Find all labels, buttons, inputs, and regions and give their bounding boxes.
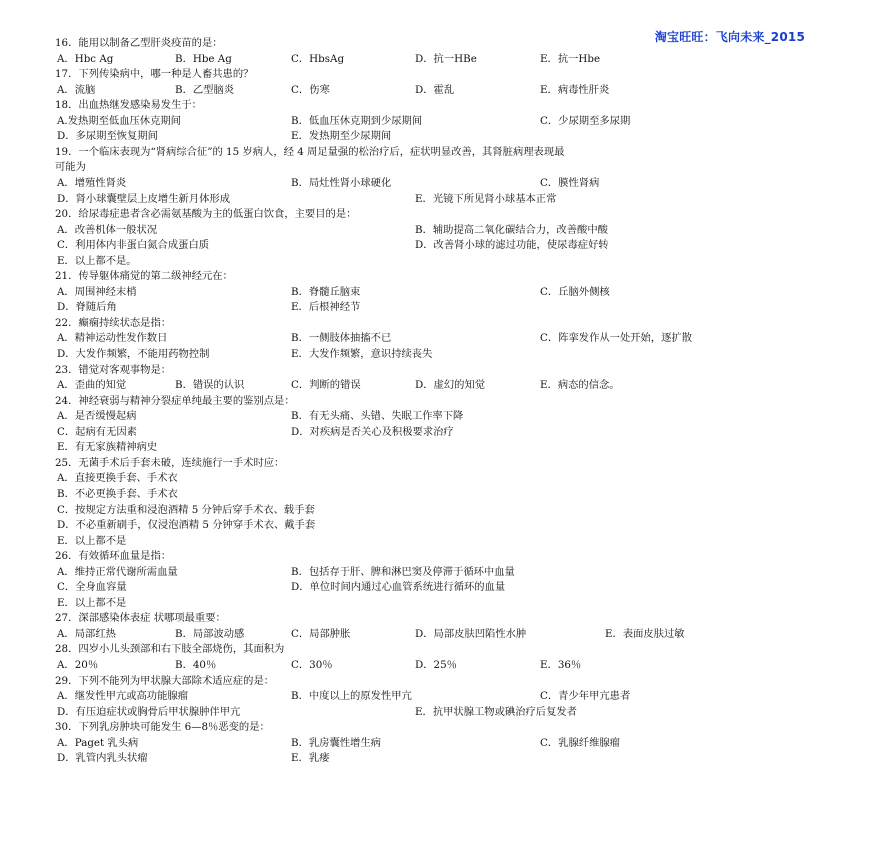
- option-text: B．一侧肢体抽搐不已: [291, 332, 392, 345]
- option-text: A．继发性甲亢或高功能腺瘤: [57, 690, 188, 703]
- option-text: A．改善机体一般状况: [57, 223, 158, 236]
- question-text: 21．传导躯体痛觉的第二级神经元在：: [55, 270, 233, 283]
- question-text: 26．有效循环血量是指：: [55, 550, 172, 563]
- question-text: 17．下列传染病中，哪一种是人畜共患的？: [55, 68, 254, 81]
- option-text: E．病态的信念。: [540, 379, 620, 392]
- option-text: C．丘脑外侧核: [540, 285, 610, 298]
- option-text: D．虚幻的知觉: [415, 379, 486, 392]
- option-text: B．乙型脑炎: [175, 83, 235, 96]
- question-text: 30．下列乳房肿块可能发生 6—8％恶变的是：: [55, 721, 270, 734]
- option-text: A．20％: [57, 659, 99, 671]
- option-text: D．对疾病是否关心及积极要求治疗: [291, 425, 454, 438]
- option-text: E．以上都不是: [57, 534, 127, 547]
- question-text: 可能为: [55, 161, 86, 174]
- option-text: C．少尿期至多尿期: [540, 114, 631, 127]
- option-text: B．40％: [175, 659, 217, 671]
- option-text: A．精神运动性发作数日: [57, 332, 168, 345]
- option-text: C．全身血容量: [57, 581, 127, 594]
- option-text: C．伤寒: [291, 83, 330, 96]
- option-text: E．大发作频繁，意识持续丧失: [291, 348, 433, 360]
- option-text: E．抗一Hbe: [540, 52, 601, 65]
- question-text: 20．给尿毒症患者含必需氨基酸为主的低蛋白饮食，主要目的是：: [55, 208, 357, 221]
- option-text: D．大发作频繁，不能用药物控制: [57, 348, 210, 360]
- option-text: D．局部皮肤凹陷性水肿: [415, 627, 527, 640]
- option-text: A．是否缓慢起病: [57, 410, 137, 423]
- option-text: A．直接更换手套、手术衣: [57, 472, 178, 485]
- option-text: C．局部肿胀: [291, 627, 351, 640]
- option-text: B．辅助提高二氧化碳结合力，改善酸中酸: [415, 223, 608, 236]
- option-text: E．36％: [540, 659, 582, 671]
- option-text: B．低血压休克期到少尿期间: [291, 114, 423, 127]
- option-text: D．单位时间内通过心血管系统进行循环的血量: [291, 581, 506, 594]
- option-text: D．脊随后角: [57, 301, 117, 314]
- option-text: C．HbsAg: [291, 52, 345, 65]
- option-text: A.发热期至低血压休克期间: [57, 114, 181, 127]
- option-text: E．乳瘘: [291, 752, 330, 765]
- option-text: B．脊髓丘脑束: [291, 285, 361, 298]
- option-text: D．肾小球囊壁层上皮增生新月体形成: [57, 192, 231, 205]
- option-text: C．乳腺纤维腺瘤: [540, 736, 620, 749]
- option-text: D．多尿期至恢复期间: [57, 130, 158, 143]
- option-text: E．光镜下所见肾小球基本正常: [415, 192, 557, 205]
- option-text: E．以上都不是。: [57, 254, 137, 267]
- option-text: A．局部红热: [57, 627, 116, 640]
- option-text: C．利用体内非蛋白氮合成蛋白质: [57, 239, 210, 252]
- option-text: A．周围神经末梢: [57, 285, 137, 298]
- option-text: D．有压迫症状或胸骨后甲状腺肿伴甲亢: [57, 705, 241, 718]
- question-text: 22．癫痫持续状态是指：: [55, 316, 172, 329]
- option-text: C．青少年甲亢患者: [540, 690, 631, 703]
- option-text: B．错误的认识: [175, 379, 245, 392]
- option-text: B．中度以上的原发性甲亢: [291, 690, 412, 703]
- option-text: E．病毒性肝炎: [540, 83, 610, 96]
- option-text: B．局灶性肾小球硬化: [291, 176, 392, 189]
- question-text: 25．无菌手术后手套未破，连续施行一手术时应：: [55, 456, 285, 469]
- option-text: E．以上都不是: [57, 596, 127, 609]
- option-text: A．Paget 乳头病: [57, 736, 139, 749]
- question-text: 23．错觉对客观事物是：: [55, 363, 172, 376]
- option-text: C．起病有无因素: [57, 425, 137, 438]
- option-text: B．包括存于肝、脾和淋巴窦及停滞于循环中血量: [291, 565, 515, 578]
- question-text: 16．能用以制备乙型肝炎疫苗的是：: [55, 37, 223, 49]
- question-text: 18．出血热继发感染易发生于：: [55, 99, 202, 112]
- option-text: B．不必更换手套、手术衣: [57, 487, 178, 500]
- option-text: D．霍乱: [415, 83, 455, 96]
- option-text: E．发热期至少尿期间: [291, 130, 392, 143]
- question-text: 29．下列不能列为甲状腺大部除术适应症的是：: [55, 674, 275, 687]
- question-text: 24．神经衰弱与精神分裂症单纯最主要的鉴别点是：: [55, 394, 295, 407]
- option-text: A．Hbc Ag: [57, 52, 114, 65]
- option-text: B．局部波动感: [175, 627, 245, 640]
- option-text: E．表面皮肤过敏: [605, 627, 685, 640]
- option-text: C．膜性肾病: [540, 176, 600, 189]
- question-text: 19．一个临床表现为“肾病综合征”的 15 岁病人，经 4 周足量强的松治疗后，症状明显改善，其肾脏病理表现最: [55, 145, 565, 158]
- option-text: D．抗一HBe: [415, 52, 477, 65]
- option-text: D．不必重新刷手，仅浸泡酒精 5 分钟穿手术衣、戴手套: [57, 519, 316, 532]
- option-text: D．改善肾小球的滤过功能，使尿毒症好转: [415, 239, 609, 252]
- header-watermark: 淘宝旺旺：飞向未来_2015: [654, 30, 805, 44]
- option-text: B．Hbe Ag: [175, 52, 232, 65]
- question-text: 27．深部感染体表症 状哪项最重要：: [55, 612, 226, 625]
- option-text: E．有无家族精神病史: [57, 441, 158, 454]
- option-text: E．抗甲状腺工物或碘治疗后复发者: [415, 705, 577, 718]
- option-text: C．30％: [291, 659, 333, 671]
- option-text: A．增殖性肾炎: [57, 176, 127, 189]
- option-text: C．按规定方法重和浸泡酒精 5 分钟后穿手术衣、载手套: [57, 503, 315, 516]
- option-text: A．流脑: [57, 83, 96, 96]
- option-text: A．维持正常代谢所需血量: [57, 565, 178, 578]
- option-text: C．判断的错误: [291, 379, 361, 392]
- option-text: B．乳房囊性增生病: [291, 736, 381, 749]
- option-text: D．25％: [415, 659, 457, 671]
- option-text: C．阵挛发作从一处开始，逐扩散: [540, 332, 693, 345]
- option-text: D．乳管内乳头状瘤: [57, 752, 148, 765]
- question-text: 28．四岁小儿头颈部和右下肢全部烧伤，其面积为: [55, 643, 285, 656]
- option-text: A．歪曲的知觉: [57, 379, 127, 392]
- option-text: B．有无头痛、头错、失眠工作率下降: [291, 410, 464, 423]
- option-text: E．后根神经节: [291, 301, 361, 314]
